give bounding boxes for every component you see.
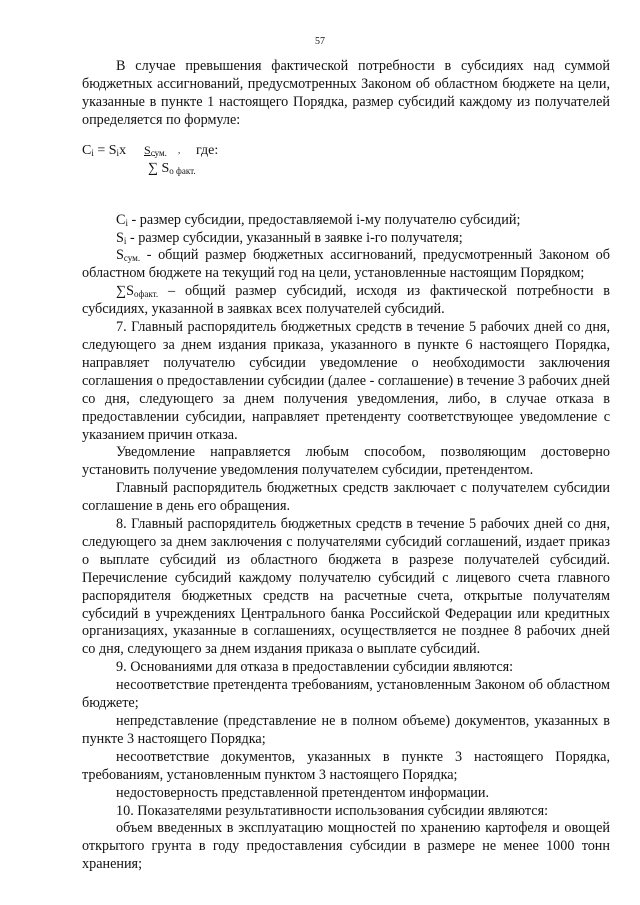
- intro-paragraph: В случае превышения фактической потребности в субсидиях над суммой бюджетных ассигнований, предусмотренных Законом об областном бюджете на цели, указанные в пункте 1 настоящего Порядка, размер субсидий каждому из получателей определяется по формуле:: [82, 58, 610, 128]
- paragraph-agreement: Главный распорядитель бюджетных средств заключает с получателем субсидии соглашение в день его обращения.: [82, 480, 610, 515]
- definition-sfact: $\sum S_{офакт.}$ – общий размер субсидий, исходя из фактической потребности в субсидиях, указанной в заявках всех получателей субсидий.: [82, 283, 610, 318]
- formula-lhs: $C_i = S_ix$: [82, 142, 127, 158]
- formula-where: где:: [196, 142, 219, 158]
- page-number: 57: [315, 36, 325, 47]
- paragraph-8: 8. Главный распорядитель бюджетных средств в течение 5 рабочих дней со дня, следующего за днем заключения с получателями субсидий соглашений, издает приказ о выплате субсидий из областного бюджета в разрезе получателей субсидий. Перечисление субсидий каждому получателю субсидий с лицевого счета главного распорядителя бюджетных средств на расчетные счета, открытые получателям субсидий в учреждениях Центрального банка Российской Федерации или кредитных организациях, указанные в соглашениях, осуществляется не позднее 8 рабочих дней со дня, следующего за днем издания приказа о выплате субсидий.: [82, 516, 610, 658]
- formula-denominator: ∑ $S_{о факт.}$: [148, 160, 196, 176]
- refusal-item-2: непредставление (представление не в полном объеме) документов, указанных в пункте 3 настоящего Порядка;: [82, 713, 610, 747]
- paragraph-notice: Уведомление направляется любым способом, позволяющим достоверно установить получение уведомления получателем субсидии, претендентом.: [82, 444, 610, 479]
- definition-ci: $C_i$ - размер субсидии, предоставляемой i-му получателю субсидий;: [116, 211, 521, 228]
- indicator-item-1: объем введенных в эксплуатацию мощностей по хранению картофеля и овощей открытого грунта в году предоставления субсидии в размере не менее 1000 тонн хранения;: [82, 820, 610, 873]
- refusal-item-4: недостоверность представленной претендентом информации.: [116, 784, 490, 801]
- definition-ssum: $S_{сум.}$ - общий размер бюджетных ассигнований, предусмотренный Законом об областном бюджете на текущий год на цели, установленные настоящим Порядком;: [82, 247, 610, 282]
- definition-si: $S_i$ - размер субсидии, указанный в заявке i-го получателя;: [116, 229, 463, 246]
- spacer: [82, 200, 610, 212]
- formula-separator: ,: [178, 144, 181, 155]
- formula-numerator: $S_{сум.}$: [144, 142, 167, 158]
- refusal-item-1: несоответствие претендента требованиям, установленным Законом об областном бюджете;: [82, 677, 610, 712]
- refusal-item-3: несоответствие документов, указанных в пункте 3 настоящего Порядка, требованиям, установленным пунктом 3 настоящего Порядка;: [82, 748, 610, 783]
- document-body: [82, 58, 610, 874]
- paragraph-7: 7. Главный распорядитель бюджетных средств в течение 5 рабочих дней со дня, следующего за днем издания приказа, указанного в пункте 6 настоящего Порядка, направляет получателю субсидии уведомление о необходимости заключения соглашения о предоставлении субсидии (далее - соглашение) в течение 3 рабочих дней со дня, следующего за днем получения уведомления, либо, в случае отказа в предоставлении субсидии, направляет претенденту соответствующее уведомление с указанием причин отказа.: [82, 319, 610, 443]
- subsidy-formula: [82, 142, 610, 190]
- paragraph-9: 9. Основаниями для отказа в предоставлении субсидии являются:: [116, 659, 514, 676]
- paragraph-10: 10. Показателями результативности использования субсидии являются:: [116, 802, 549, 819]
